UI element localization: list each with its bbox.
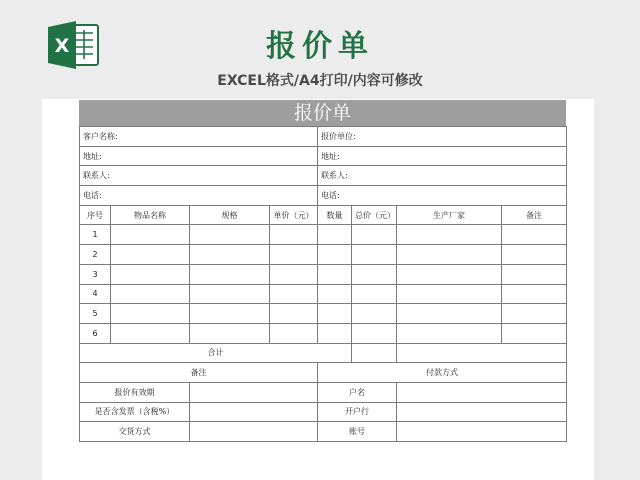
info-row <box>80 186 567 206</box>
table-row <box>80 225 567 245</box>
account-name-label: 户名 <box>318 382 397 402</box>
payment-section-header: 付款方式 <box>318 363 567 383</box>
terms-row <box>80 402 567 422</box>
info-row <box>80 166 567 186</box>
item-name-cell[interactable] <box>111 284 190 304</box>
row-index: 4 <box>80 284 111 304</box>
quoting-company-cell[interactable]: 报价单位: <box>318 127 567 147</box>
item-name-cell[interactable] <box>111 264 190 284</box>
company-phone-cell[interactable]: 电话: <box>318 186 567 206</box>
page-subtitle: EXCEL格式/A4打印/内容可修改 <box>217 73 423 89</box>
manufacturer-cell[interactable] <box>397 323 502 343</box>
row-index: 2 <box>80 245 111 265</box>
terms-row <box>80 422 567 442</box>
item-name-cell[interactable] <box>111 225 190 245</box>
grand-total-cell[interactable] <box>352 343 397 363</box>
quantity-cell[interactable] <box>318 284 352 304</box>
column-header-remark: 备注 <box>502 205 567 225</box>
remark-cell[interactable] <box>502 304 567 324</box>
total-price-cell[interactable] <box>352 284 397 304</box>
delivery-method-value-cell[interactable] <box>190 422 318 442</box>
quantity-cell[interactable] <box>318 323 352 343</box>
column-header-total-price: 总价（元） <box>352 205 397 225</box>
row-index: 1 <box>80 225 111 245</box>
item-name-cell[interactable] <box>111 304 190 324</box>
terms-row <box>80 382 567 402</box>
column-header-spec: 规格 <box>190 205 270 225</box>
total-row <box>80 343 567 363</box>
column-header-index: 序号 <box>80 205 111 225</box>
manufacturer-cell[interactable] <box>397 225 502 245</box>
column-header-quantity: 数量 <box>318 205 352 225</box>
table-row <box>80 323 567 343</box>
total-price-cell[interactable] <box>352 225 397 245</box>
table-row <box>80 284 567 304</box>
remark-cell[interactable] <box>502 284 567 304</box>
spec-cell[interactable] <box>190 284 270 304</box>
bank-label: 开户行 <box>318 402 397 422</box>
delivery-method-label: 交货方式 <box>80 422 190 442</box>
remark-cell[interactable] <box>502 323 567 343</box>
unit-price-cell[interactable] <box>270 284 318 304</box>
column-header-item-name: 物品名称 <box>111 205 190 225</box>
manufacturer-cell[interactable] <box>397 284 502 304</box>
column-header-manufacturer: 生产厂家 <box>397 205 502 225</box>
customer-contact-cell[interactable]: 联系人: <box>80 166 318 186</box>
manufacturer-cell[interactable] <box>397 245 502 265</box>
total-label: 合计 <box>80 343 352 363</box>
spec-cell[interactable] <box>190 304 270 324</box>
section-header-row <box>80 363 567 383</box>
remark-cell[interactable] <box>502 264 567 284</box>
unit-price-cell[interactable] <box>270 304 318 324</box>
quantity-cell[interactable] <box>318 245 352 265</box>
total-price-cell[interactable] <box>352 323 397 343</box>
quantity-cell[interactable] <box>318 225 352 245</box>
total-price-cell[interactable] <box>352 304 397 324</box>
svg-text:X: X <box>54 35 70 57</box>
page-title: 报价单 <box>266 29 374 64</box>
spec-cell[interactable] <box>190 225 270 245</box>
column-header-unit-price: 单价（元） <box>270 205 318 225</box>
remarks-section-header: 备注 <box>80 363 318 383</box>
customer-address-cell[interactable]: 地址: <box>80 146 318 166</box>
spec-cell[interactable] <box>190 245 270 265</box>
manufacturer-cell[interactable] <box>397 304 502 324</box>
row-index: 5 <box>80 304 111 324</box>
spec-cell[interactable] <box>190 323 270 343</box>
account-name-value-cell[interactable] <box>397 382 567 402</box>
unit-price-cell[interactable] <box>270 245 318 265</box>
account-number-value-cell[interactable] <box>397 422 567 442</box>
remark-cell[interactable] <box>502 245 567 265</box>
info-row <box>80 146 567 166</box>
form-title: 报价单 <box>79 100 566 126</box>
manufacturer-cell[interactable] <box>397 264 502 284</box>
column-header-row <box>80 205 567 225</box>
item-name-cell[interactable] <box>111 245 190 265</box>
invoice-value-cell[interactable] <box>190 402 318 422</box>
quantity-cell[interactable] <box>318 304 352 324</box>
account-number-label: 账号 <box>318 422 397 442</box>
unit-price-cell[interactable] <box>270 323 318 343</box>
quotation-table <box>79 126 567 442</box>
customer-phone-cell[interactable]: 电话: <box>80 186 318 206</box>
validity-label: 报价有效期 <box>80 382 190 402</box>
invoice-label: 是否含发票（含税%） <box>80 402 190 422</box>
customer-name-cell[interactable]: 客户名称: <box>80 127 318 147</box>
item-name-cell[interactable] <box>111 323 190 343</box>
unit-price-cell[interactable] <box>270 225 318 245</box>
spec-cell[interactable] <box>190 264 270 284</box>
row-index: 6 <box>80 323 111 343</box>
total-price-cell[interactable] <box>352 264 397 284</box>
remark-cell[interactable] <box>502 225 567 245</box>
quantity-cell[interactable] <box>318 264 352 284</box>
table-row <box>80 264 567 284</box>
company-address-cell[interactable]: 地址: <box>318 146 567 166</box>
info-row <box>80 127 567 147</box>
total-extra-cell[interactable] <box>397 343 567 363</box>
validity-value-cell[interactable] <box>190 382 318 402</box>
company-contact-cell[interactable]: 联系人: <box>318 166 567 186</box>
bank-value-cell[interactable] <box>397 402 567 422</box>
table-row <box>80 304 567 324</box>
row-index: 3 <box>80 264 111 284</box>
unit-price-cell[interactable] <box>270 264 318 284</box>
table-row <box>80 245 567 265</box>
total-price-cell[interactable] <box>352 245 397 265</box>
